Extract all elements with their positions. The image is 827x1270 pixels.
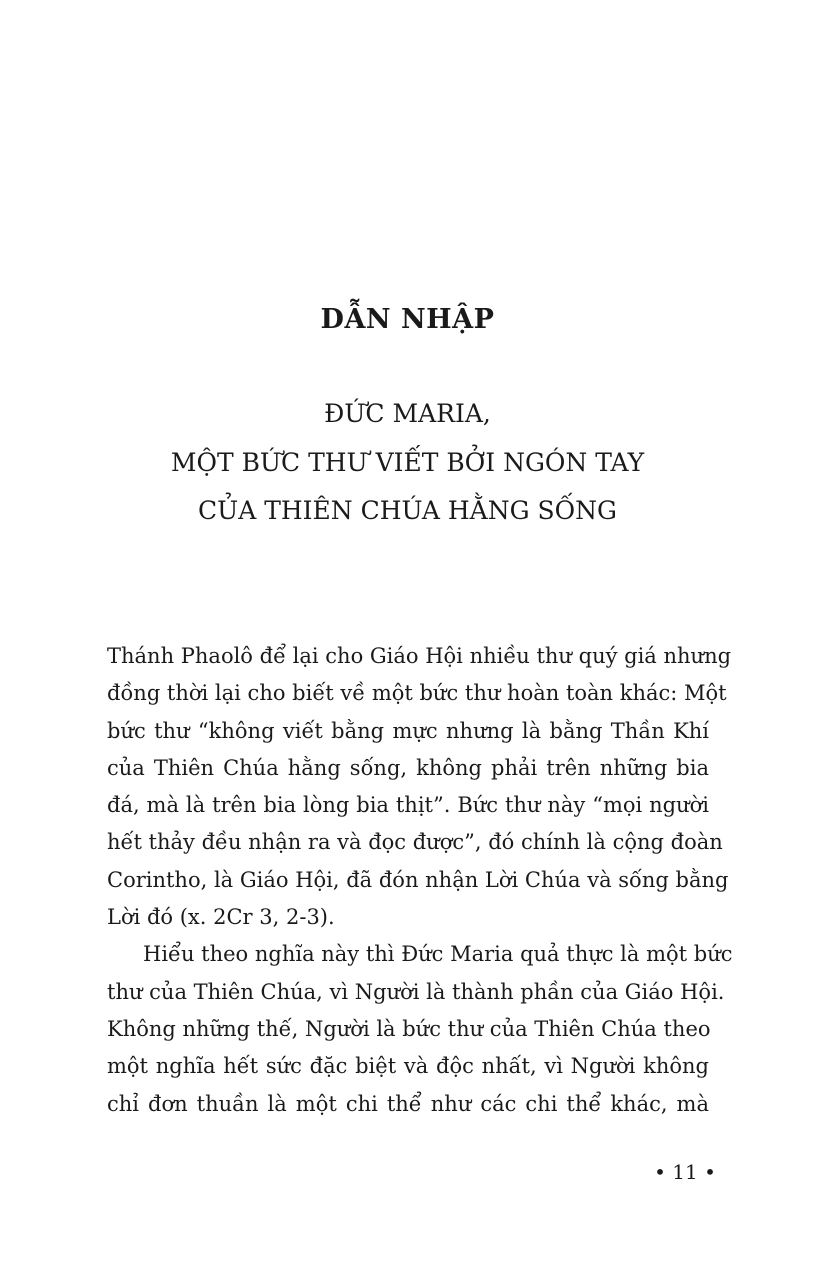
subtitle-line: CỦA THIÊN CHÚA HẰNG SỐNG	[198, 496, 617, 525]
subtitle-line: ĐỨC MARIA,	[324, 399, 491, 428]
text-line: của Thiên Chúa hằng sống, không phải trên những bia	[107, 755, 709, 780]
paragraph	[107, 638, 732, 936]
chapter-title: DẪN NHẬP	[320, 304, 495, 335]
text-line: Thánh Phaolô để lại cho Giáo Hội nhiều thư quý giá nhưng	[107, 644, 732, 668]
text-line: đồng thời lại cho biết về một bức thư hoàn toàn khác: Một	[107, 681, 727, 706]
text-line: Lời đó (x. 2Cr 3, 2-3).	[107, 905, 335, 930]
text-line: hết thảy đều nhận ra và đọc được”, đó chính là cộng đoàn	[107, 830, 723, 855]
text-line: đá, mà là trên bia lòng bia thịt”. Bức thư này “mọi người	[107, 793, 709, 818]
text-line: bức thư “không viết bằng mực nhưng là bằng Thần Khí	[107, 718, 709, 743]
text-line: một nghĩa hết sức đặc biệt và độc nhất, vì Người không	[107, 1054, 709, 1079]
page-number: • 11 •	[654, 1160, 716, 1184]
text-line: Không những thế, Người là bức thư của Thiên Chúa theo	[107, 1016, 711, 1041]
text-line: thư của Thiên Chúa, vì Người là thành phần của Giáo Hội.	[107, 979, 725, 1004]
text-line: chỉ đơn thuần là một chi thể như các chi thể khác, mà	[107, 1091, 709, 1116]
paragraph	[107, 936, 733, 1122]
body-text	[107, 638, 733, 1123]
text-line: Corintho, là Giáo Hội, đã đón nhận Lời Chúa và sống bằng	[107, 867, 729, 892]
chapter-subtitle	[0, 390, 815, 536]
subtitle-line: MỘT BỨC THƯ VIẾT BỞI NGÓN TAY	[170, 447, 645, 477]
text-line: Hiểu theo nghĩa này thì Đức Maria quả thực là một bức	[143, 942, 733, 967]
